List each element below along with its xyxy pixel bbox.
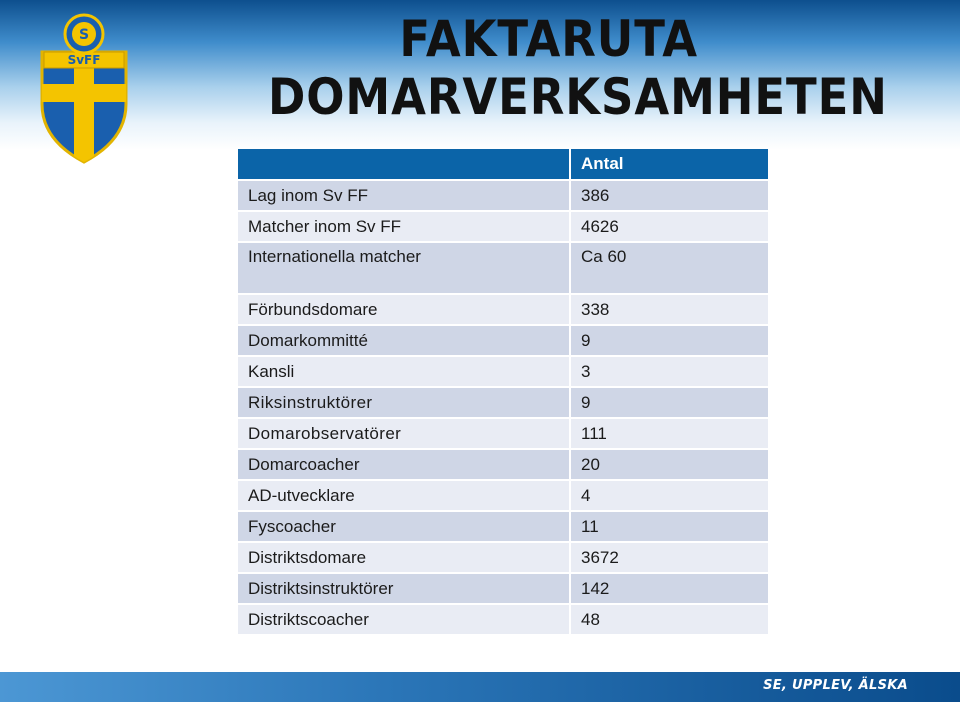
row-label: Distriktscoacher <box>238 604 570 635</box>
row-value: 9 <box>570 325 768 356</box>
table-row <box>238 325 768 356</box>
row-label: Kansli <box>238 356 570 387</box>
table-row <box>238 387 768 418</box>
table-row <box>238 211 768 242</box>
row-label: AD-utvecklare <box>238 480 570 511</box>
row-label: Domarkommitté <box>238 325 570 356</box>
table-row <box>238 511 768 542</box>
table-row <box>238 356 768 387</box>
table-row <box>238 418 768 449</box>
row-label: Matcher inom Sv FF <box>238 211 570 242</box>
row-value: 3672 <box>570 542 768 573</box>
footer-bar <box>0 672 960 702</box>
table-row <box>238 573 768 604</box>
svg-text:S: S <box>78 27 90 43</box>
table-row <box>238 180 768 211</box>
row-label: Förbundsdomare <box>238 294 570 325</box>
row-label: Fyscoacher <box>238 511 570 542</box>
row-value: 111 <box>570 418 768 449</box>
row-value: 48 <box>570 604 768 635</box>
table-row <box>238 449 768 480</box>
table-row <box>238 294 768 325</box>
row-value: 386 <box>570 180 768 211</box>
row-label: Domarcoacher <box>238 449 570 480</box>
header-cell-label <box>238 149 570 180</box>
title-line-2: DOMARVERKSAMHETEN <box>268 68 888 126</box>
row-label: Distriktsdomare <box>238 542 570 573</box>
row-label: Distriktsinstruktörer <box>238 573 570 604</box>
crest-text: SvFF <box>67 53 101 67</box>
row-label: Internationella matcher <box>238 242 570 294</box>
row-value: 11 <box>570 511 768 542</box>
svff-crest-logo <box>34 12 134 164</box>
table-row <box>238 542 768 573</box>
row-value: 9 <box>570 387 768 418</box>
row-value: 3 <box>570 356 768 387</box>
table-row <box>238 604 768 635</box>
row-value: 338 <box>570 294 768 325</box>
row-value: 142 <box>570 573 768 604</box>
row-label: Riksinstruktörer <box>238 387 570 418</box>
table-header-row <box>238 149 768 180</box>
header-cell-count: Antal <box>570 149 768 180</box>
table-row <box>238 242 768 294</box>
facts-table <box>238 149 768 636</box>
row-value: 4626 <box>570 211 768 242</box>
row-value: Ca 60 <box>570 242 768 294</box>
footer-slogan: SE, UPPLEV, ÄLSKA <box>763 678 908 693</box>
row-value: 4 <box>570 480 768 511</box>
title-line-1: FAKTARUTA <box>399 10 699 68</box>
row-value: 20 <box>570 449 768 480</box>
table-row <box>238 480 768 511</box>
row-label: Lag inom Sv FF <box>238 180 570 211</box>
row-label: Domarobservatörer <box>238 418 570 449</box>
page-title <box>268 10 908 126</box>
